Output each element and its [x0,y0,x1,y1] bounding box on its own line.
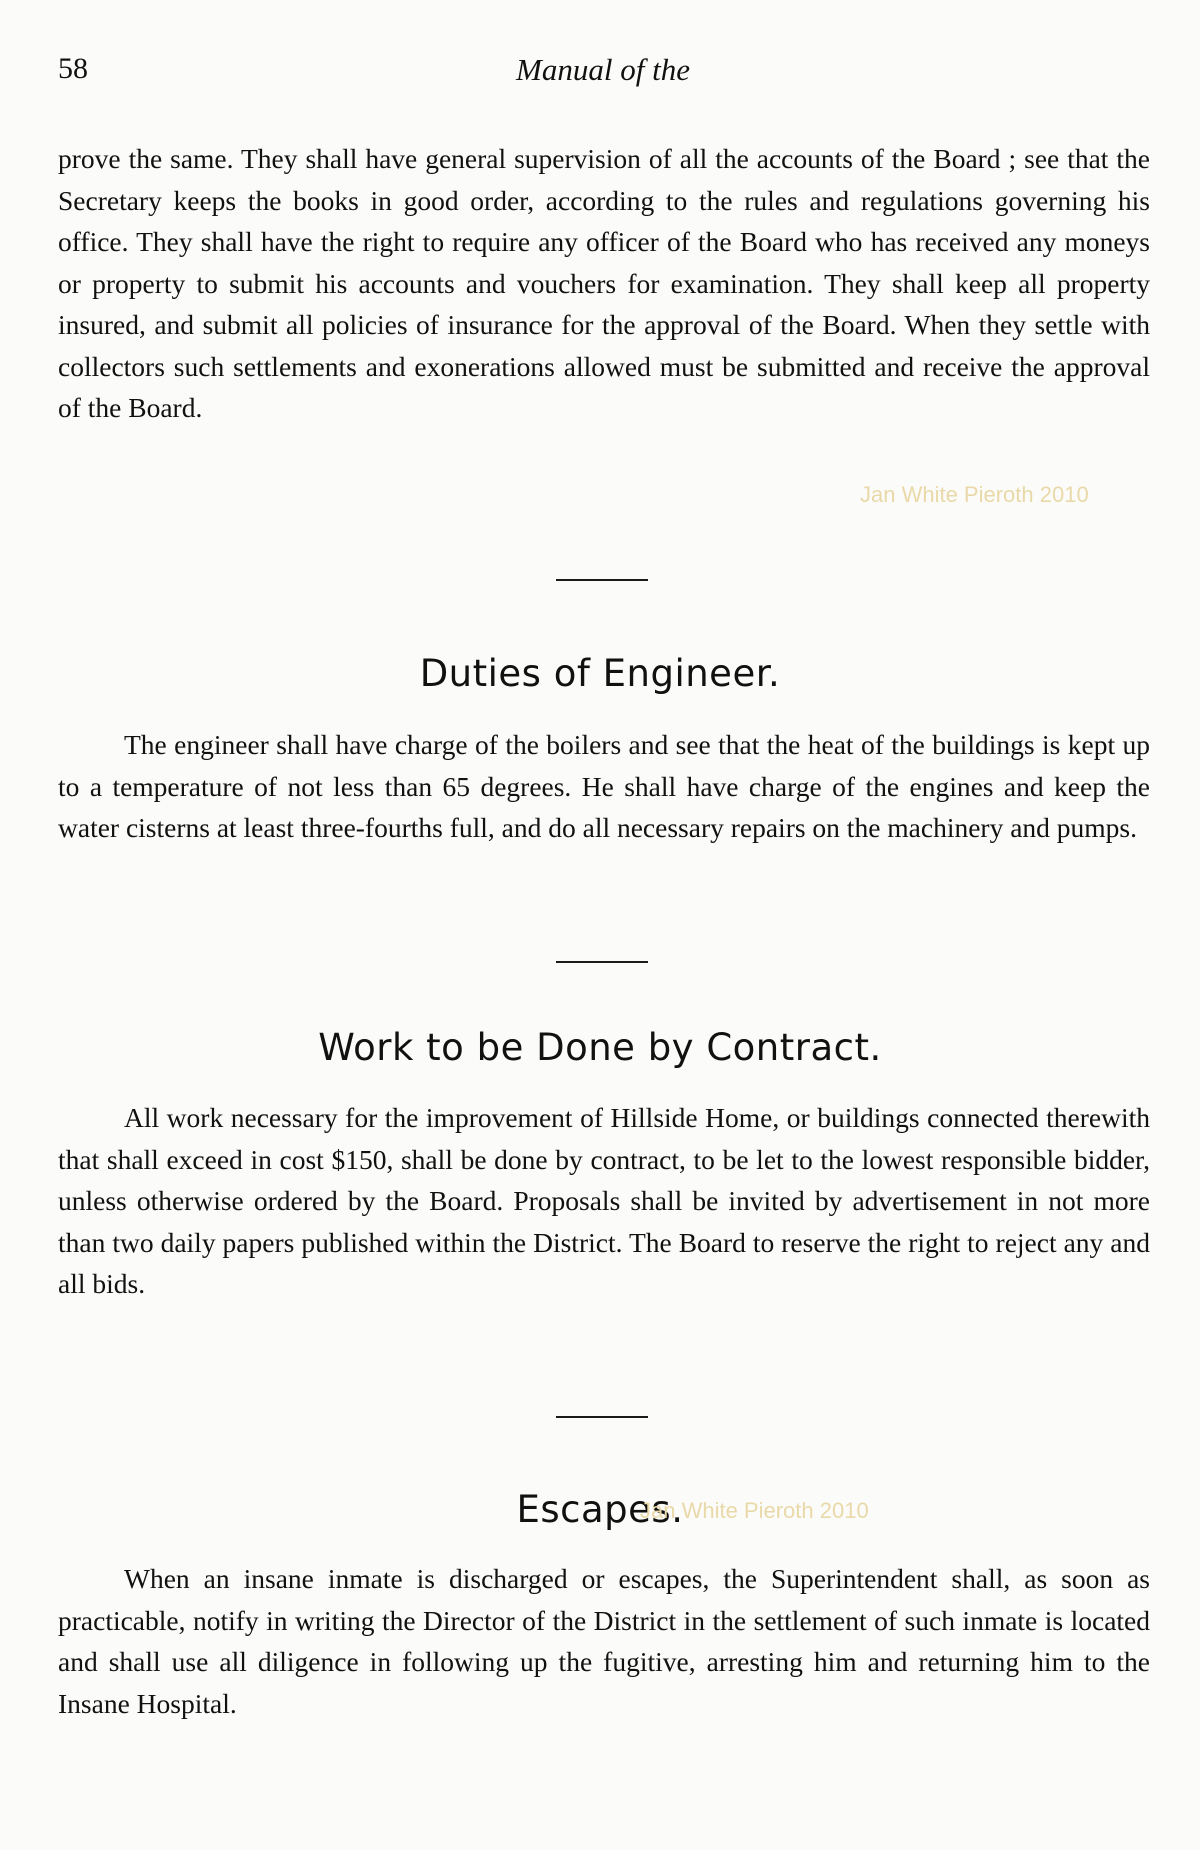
heading-escapes: Escapes. [516,1488,684,1531]
section-divider [556,1416,648,1418]
paragraph-contract-work: All work necessary for the improvement of Hillside Home, or buildings connected therewith that shall exceed in cost $150, shall be done by contract, to be let to the lowest responsible bidder, unless otherwise ordered by the Board. Proposals shall be invited by advertisement in not more than two daily papers published within the District. The Board to reserve the right to reject any and all bids. [58,1102,1150,1299]
watermark: Jan White Pieroth 2010 [860,482,1089,507]
paragraph-escapes: When an insane inmate is discharged or escapes, the Superintendent shall, as soon as practicable, notify in writing the Director of the District in the settlement of such inmate is located and shall use all diligence in following up the fugitive, arresting him and returning him to the Insane Hospital. [58,1563,1150,1719]
watermark: Jan White Pieroth 2010 [640,1498,869,1523]
heading-duties-of-engineer: Duties of Engineer. [419,652,781,695]
paragraph-engineer-duties: The engineer shall have charge of the boilers and see that the heat of the buildings is kept up to a temperature of not less than 65 degrees. He shall have charge of the engines and keep the water cisterns at least three-fourths full, and do all necessary repairs on the machinery and pumps. [58,729,1150,843]
running-title: Manual of the [516,52,690,87]
heading-work-by-contract: Work to be Done by Contract. [318,1026,882,1069]
page-number: 58 [58,52,88,85]
running-head [58,52,1148,92]
section-divider [556,961,648,963]
section-divider [556,579,648,581]
paragraph-auditing-duties: prove the same. They shall have general supervision of all the accounts of the Board ; see that the Secretary keeps the books in good order, according to the rules and regulations governing his office. They shall have the right to require any officer of the Board who has received any moneys or property to submit his accounts and vouchers for examination. They shall keep all property insured, and submit all policies of insurance for the approval of the Board. When they settle with collectors such settlements and exonerations allowed must be submitted and receive the approval of the Board. [58,143,1150,423]
